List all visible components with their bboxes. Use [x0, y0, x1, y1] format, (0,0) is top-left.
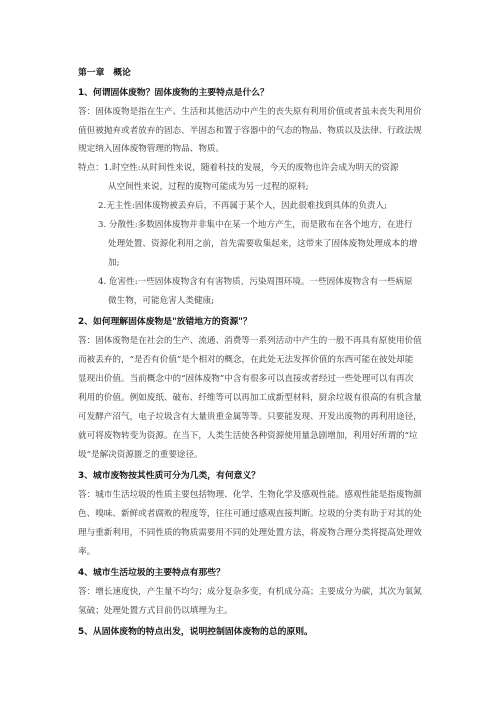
- chapter-title: 第一章 概论: [78, 68, 131, 78]
- answer-line: 答：固体废物是指在生产、生活和其他活动中产生的丧失原有利用价值或者虽未丧失利用价: [78, 107, 422, 117]
- question-1-title: 1、何谓固体废物？固体废物的主要特点是什么？: [78, 88, 269, 98]
- answer-line: 可发酵产沼气，电子垃圾含有大量贵重金属等等。只要能发现、开发出废物的再利用途径，: [78, 412, 422, 422]
- question-2-title: 2、如何理解固体废物是"放错地方的资源"？: [78, 317, 252, 327]
- answer-line: 利用的价值。例如废纸、破布、纤维等可以再加工成新型材料，厨余垃圾有很高的有机含量: [78, 393, 422, 403]
- feature-line: 从空间性来说，过程的废物可能成为另一过程的原料;: [108, 182, 309, 192]
- question-4-title: 4、城市生活垃圾的主要特点有那些？: [78, 568, 225, 578]
- answer-line: 答：城市生活垃圾的性质主要包括物理、化学、生物化学及感观性能。感观性能是指废物颜: [78, 490, 422, 500]
- answer-line: 圾”是解决资源匮乏的重要途径。: [78, 450, 203, 460]
- feature-line: 加;: [108, 258, 120, 268]
- answer-line: 值但被抛弃或者放弃的固态、半固态和置于容器中的气态的物品、物质以及法律、行政法规: [78, 126, 422, 136]
- answer-line: 答：固体废物是在社会的生产、流通、消费等一系列活动中产生的一般不再具有原使用价值: [78, 336, 422, 346]
- feature-line: 2.无主性:固体废物被丢弃后，不再属于某个人，因此很难找到具体的负责人;: [98, 201, 387, 211]
- feature-line: 3. 分散性:多数固体废物并非集中在某一个地方产生，而是散布在各个地方，在进行: [98, 220, 413, 230]
- answer-line: 率。: [78, 547, 96, 557]
- question-5-title: 5、从固体废物的特点出发，说明控制固体废物的总的原则。: [78, 627, 313, 637]
- question-3-title: 3、城市废物按其性质可分为几类，有何意义？: [78, 471, 261, 481]
- answer-line: 理与重新利用，不同性质的物质需要用不同的处理处置方法，将废物合理分类将提高处理效: [78, 528, 422, 538]
- features-intro: 特点：1.时空性:从时间性来说，随着科技的发展，今天的废物也许会成为明天的资源: [78, 163, 399, 173]
- answer-line: 规定纳入固体废物管理的物品、物质。: [78, 144, 225, 154]
- feature-line: 处理处置、资源化利用之前，首先需要收集起来，这带来了固体废物处理成本的增: [108, 239, 418, 249]
- answer-line: 色、嗅味、新鲜或者腐败的程度等，往往可通过感观直接判断。垃圾的分类有助于对其的处: [78, 509, 422, 519]
- answer-line: 氢硫；处理处置方式目前仍以填埋为主。: [78, 606, 233, 616]
- answer-line: 显现出价值。当前概念中的“固体废物”中含有很多可以直接或者经过一些处理可以有再次: [78, 374, 414, 384]
- answer-line: 而被丢弃的，“是否有价值”是个相对的概念，在此处无法发挥价值的东西可能在彼处却能: [78, 355, 414, 365]
- answer-line: 就可将废物转变为资源。在当下，人类生活使各种资源使用量急剧增加，利用好所谓的“垃: [78, 431, 418, 441]
- feature-line: 4. 危害性:一些固体废物含有有害物质，污染周围环境。一些固体废物含有一些病原: [98, 277, 413, 287]
- answer-line: 答：增长速度快，产生量不均匀；成分复杂多变，有机成分高；主要成分为碳，其次为氧氮: [78, 587, 422, 597]
- feature-line: 微生物，可能危害人类健康;: [108, 296, 215, 306]
